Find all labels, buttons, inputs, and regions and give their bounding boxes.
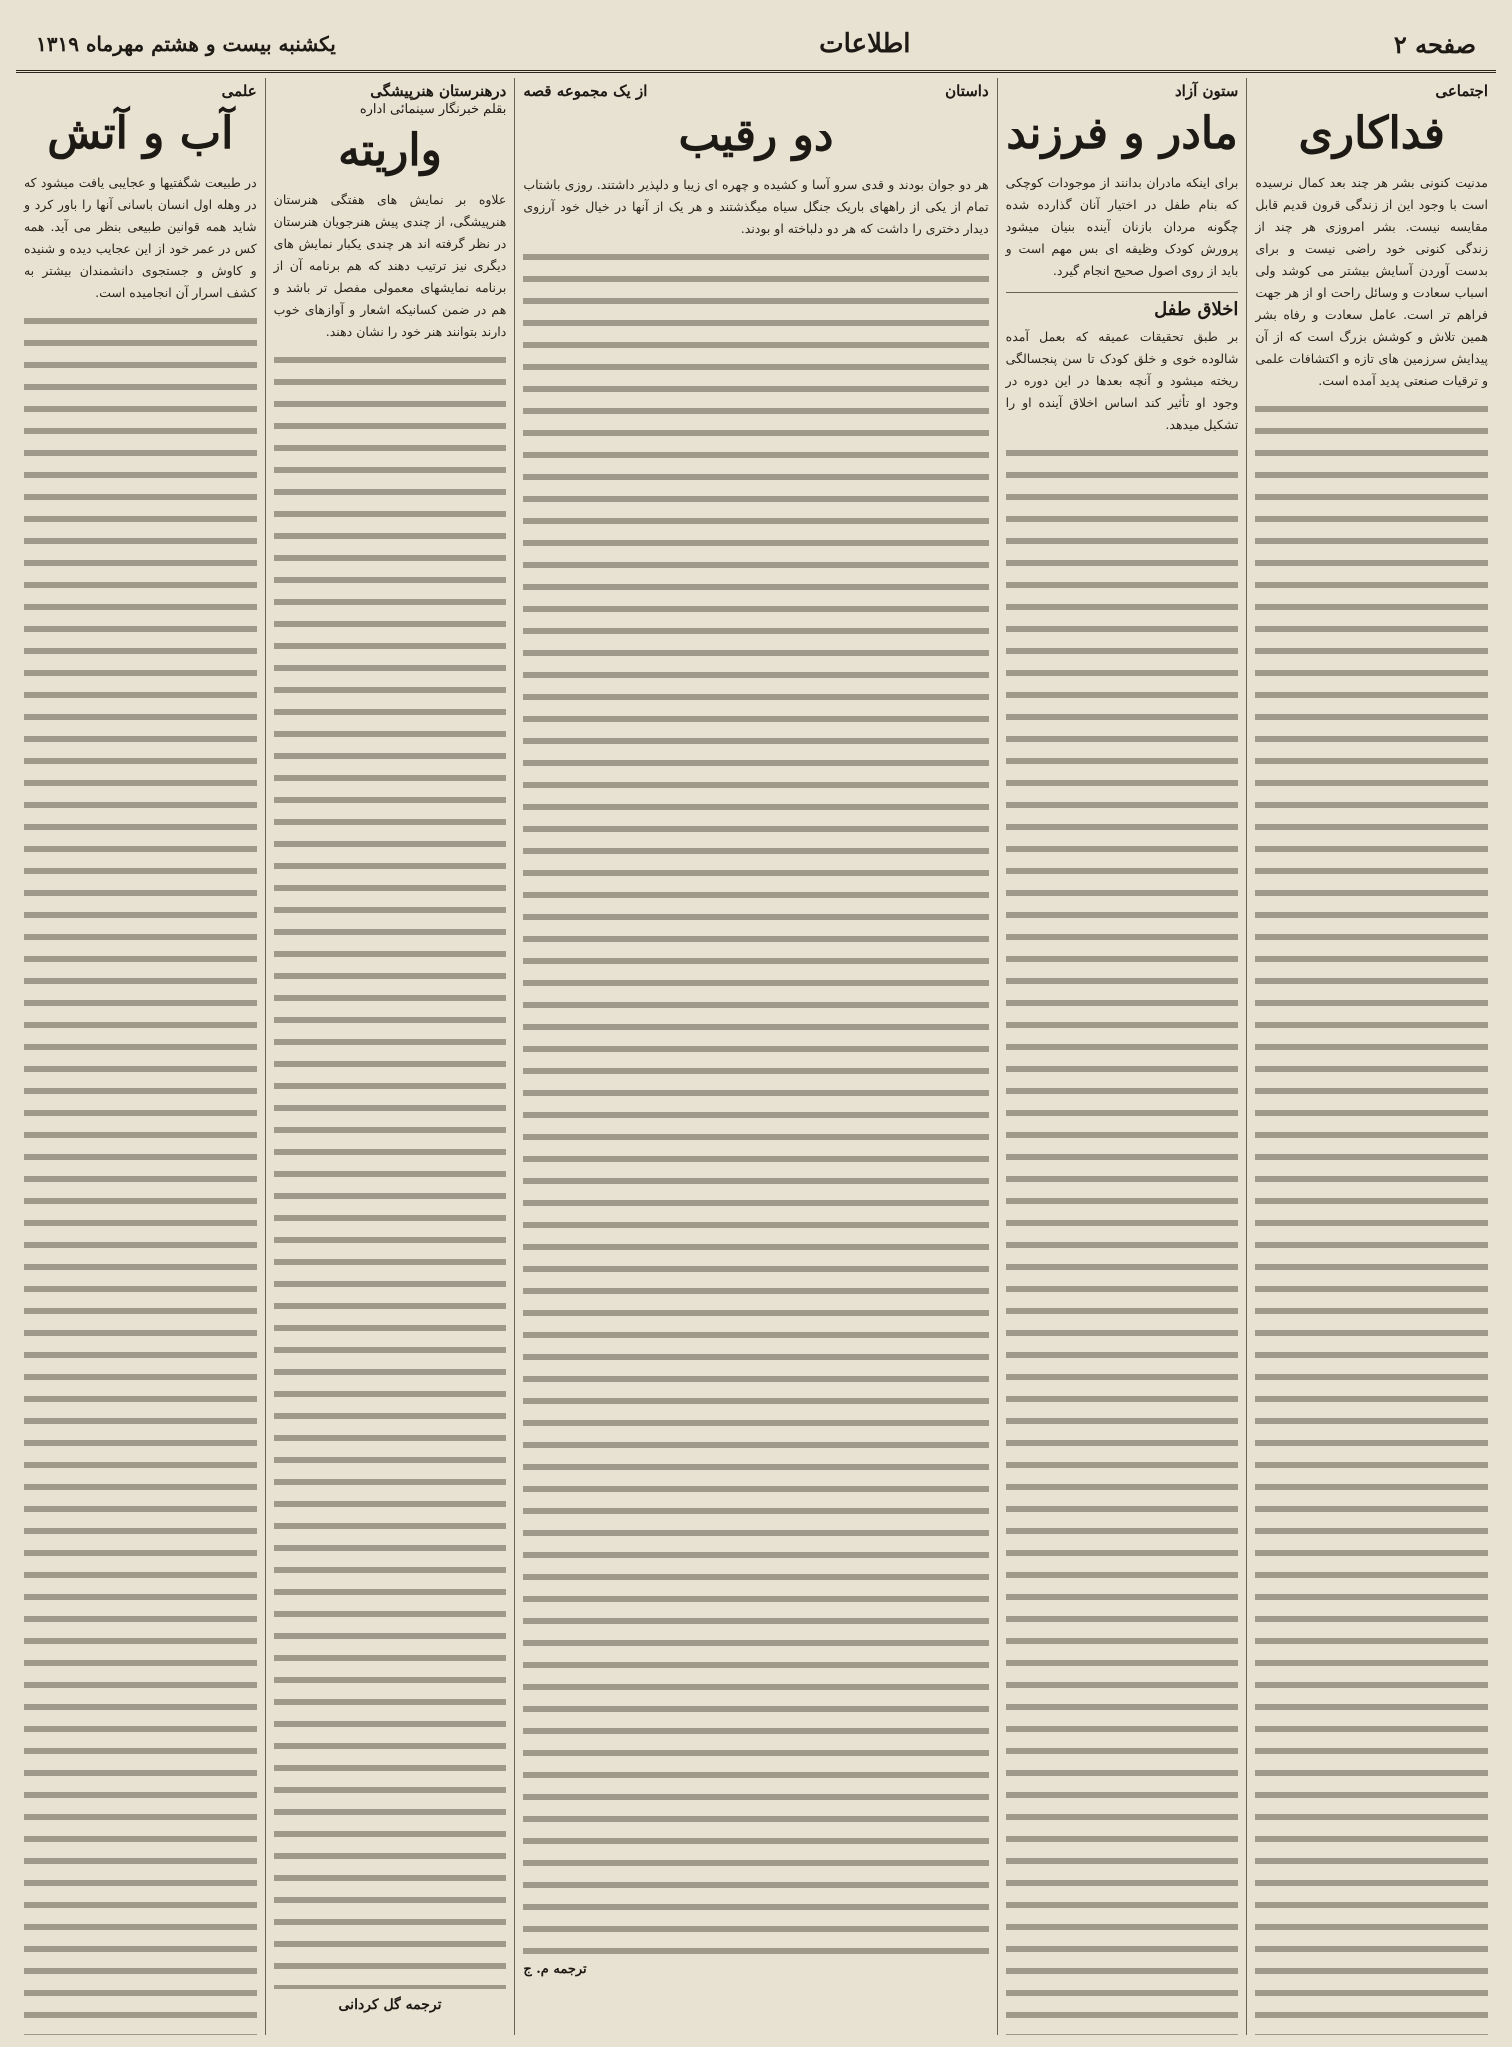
free-article-text-block [1006,442,1239,2035]
section-label-science: علمی [221,82,257,100]
cinema-column [265,78,515,2035]
story-headline: دو رقیب [678,110,834,161]
science-article-body: در طبیعت شگفتیها و عجایبی یافت میشود که در وهله اول انسان باسانی آنها را باور کرد و شاید همه قوانین طبیعی بنظر می آید. همه کس در عمر خود از این عجایب دیده و شنیده و کاوش و جستجوی دانشمندان بیشتر به کشف اسرار آن انجامیده است. [23,175,257,301]
social-column [1246,78,1496,2035]
story-article-body: هر دو جوان بودند و قدی سرو آسا و کشیده و چهره ای زیبا و دلپذیر داشتند. روزی باشتاب تمام از یکی از راههای باریک جنگل سیاه میگذشتند و هر یک از آنها در خیال خود آرزوی دیدار دختری را داشت که هر دو دلباخته او بودند. [523,177,989,237]
science-article-text-block [24,310,257,2035]
story-collection-label: از یک مجموعه قصه [523,82,648,100]
cinema-translator: ترجمه گل کردانی [338,1997,442,2014]
issue-date: یکشنبه بیست و هشتم مهرماه ۱۳۱۹ [36,32,336,56]
free-article-body: برای اینکه مادران بدانند از موجودات کوچکی که بنام طفل در اختیار آنان گذارده شده چگونه مردان بازنان آینده بنیان میشود پرورش کودک وظیفه ای بس مهم است و باید از روی اصول صحیح انجام گیرد. [1005,175,1239,279]
free-subhead: اخلاق طفل [1006,292,1239,320]
cinema-headline: واریته [338,125,442,176]
free-headline: مادر و فرزند [1006,108,1238,159]
masthead [16,18,1496,73]
section-label-cinema: درهنرستان هنرپیشگی [370,82,507,100]
section-label-free: ستون آزاد [1174,82,1239,100]
cinema-byline: بقلم خبرنگار سینمائی اداره [359,102,507,117]
science-headline: آب و آتش [47,108,234,159]
story-header [523,78,988,102]
cinema-article-body: علاوه بر نمایش های هفتگی هنرستان هنرپیشگی، از چندی پیش هنرجویان هنرستان در نظر گرفته اند هر چندی یکبار نمایش های دیگری نیز ترتیب دهند که هم برنامه آن از برنامه نمایشهای معمولی مفصل تر باشد و هم در ضمن کسانیکه اشعار و آوازهای خوب دارند بتوانند هنر خود را نشان دهند. [273,192,507,340]
free-article-body-2: بر طبق تحقیقات عمیقه که بعمل آمده شالوده خوی و خلق کودک تا سن پنجسالگی ریخته میشود و آنچه بعدها در این دوره در وجود او تأثیر کند اساس اخلاق آینده او را تشکیل میدهد. [1005,329,1239,433]
newspaper-name: اطلاعات [819,29,911,59]
story-signature: ترجمه م. ج [523,1962,587,1978]
section-label-social: اجتماعی [1435,82,1488,100]
cinema-article-text-block [274,349,507,1989]
article-columns [16,78,1496,2035]
story-column [514,78,996,2035]
free-column [997,78,1247,2035]
section-label-story: داستان [945,82,989,100]
page-number: صفحه ۲ [1393,29,1476,59]
social-article-text-block [1255,398,1488,2035]
story-article-text-block [523,246,988,1956]
social-article-body: مدنیت کنونی بشر هر چند بعد کمال نرسیده است با وجود این از زندگی قرون قدیم قابل مقایسه نیست. بشر امروزی هر چند از زندگی کنونی خود راضی نیست و برای بدست آوردن آسایش بیشتر می کوشد ولی اسباب سعادت و وسائل راحت او از هر جهت فراهم تر است. عامل سعادت و رفاه بشر همین تلاش و کوشش بزرگ است که از آن پیدایش سرزمین های تازه و اکتشافات علمی و ترقیات صنعتی پدید آمده است. [1255,175,1488,389]
social-headline: فداکاری [1298,108,1445,159]
science-column [16,78,265,2035]
